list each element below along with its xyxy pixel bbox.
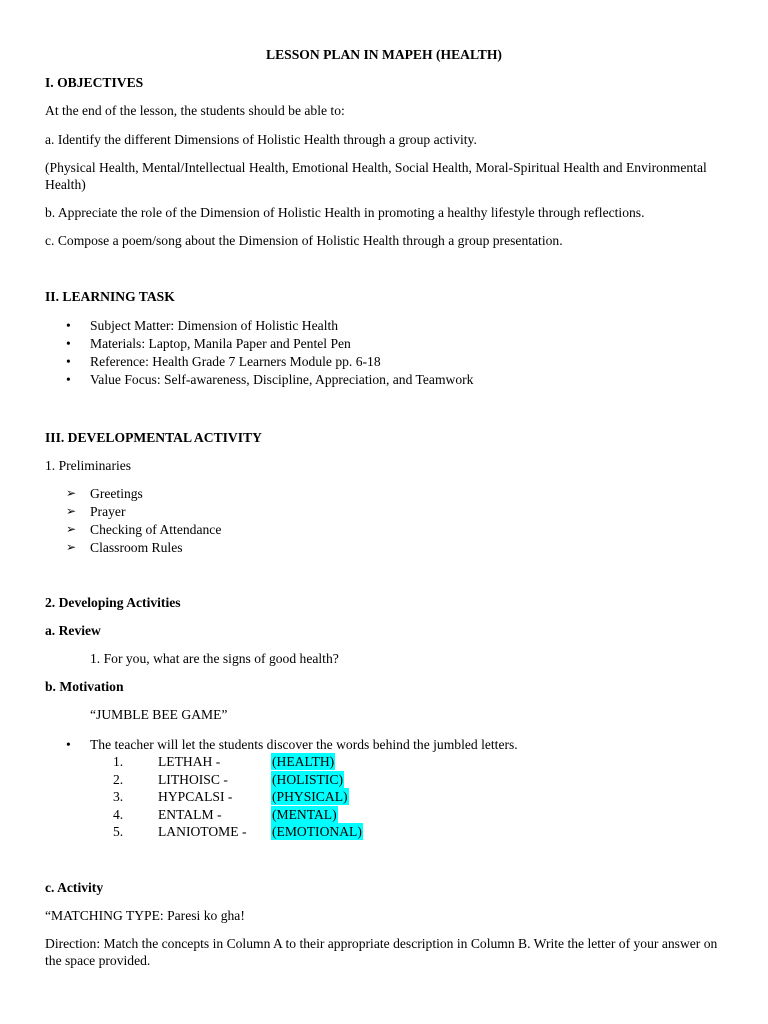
jumbled-row: 4. ENTALM - (MENTAL) — [113, 806, 337, 822]
preliminaries-heading: 1. Preliminaries — [45, 458, 132, 473]
arrow-bullet-icon: ➢ — [66, 504, 77, 518]
objective-a-dimensions: (Physical Health, Mental/Intellectual Health, Emotional Health, Social Health, Moral-Spiritual Health and Environmental Health) — [45, 160, 707, 192]
learning-task-heading: II. LEARNING TASK — [45, 289, 175, 304]
review-question: 1. For you, what are the signs of good health? — [90, 651, 339, 666]
objectives-intro: At the end of the lesson, the students should be able to: — [45, 103, 345, 118]
bullet-icon: • — [66, 354, 71, 369]
activity-heading: c. Activity — [45, 880, 104, 895]
objective-c: c. Compose a poem/song about the Dimension of Holistic Health through a group presentation. — [45, 233, 563, 248]
bullet-icon: • — [66, 372, 71, 387]
bullet-icon: • — [66, 318, 71, 333]
arrow-bullet-icon: ➢ — [66, 522, 77, 536]
arrow-bullet-icon: ➢ — [66, 486, 77, 500]
game-instruction-item: • The teacher will let the students discover the words behind the jumbled letters. — [66, 737, 518, 752]
jumbled-row: 3. HYPCALSI - (PHYSICAL) — [113, 789, 348, 804]
page-title: LESSON PLAN IN MAPEH (HEALTH) — [266, 47, 502, 62]
jumbled-row: 2. LITHOISC - (HOLISTIC) — [113, 771, 343, 787]
game-title: “JUMBLE BEE GAME” — [90, 707, 228, 722]
objective-a: a. Identify the different Dimensions of Holistic Health through a group activity. — [45, 132, 477, 147]
highlighted-answer: (HEALTH) — [272, 754, 335, 769]
bullet-icon: • — [66, 737, 71, 752]
matching-title: “MATCHING TYPE: Paresi ko gha! — [45, 908, 245, 923]
bullet-icon: • — [66, 336, 71, 351]
objective-b: b. Appreciate the role of the Dimension of Holistic Health in promoting a healthy lifestyle through reflections. — [45, 205, 645, 220]
developmental-heading: III. DEVELOPMENTAL ACTIVITY — [45, 430, 262, 445]
jumbled-words-list — [0, 753, 768, 843]
highlighted-answer: (MENTAL) — [272, 806, 337, 822]
arrow-bullet-icon: ➢ — [66, 540, 77, 554]
review-heading: a. Review — [45, 623, 101, 638]
jumbled-row: 1. LETHAH - (HEALTH) — [113, 754, 335, 769]
highlighted-answer: (HOLISTIC) — [272, 771, 343, 787]
learning-task-list: • Subject Matter: Dimension of Holistic Health • Materials: Laptop, Manila Paper and Pentel Pen • Reference: Health Grade 7 Learners Module pp. 6-18 • Value Focus: Self-awareness, Discipline, Appreciation, and Teamwork — [66, 318, 474, 387]
matching-direction: Direction: Match the concepts in Column A to their appropriate description in Column B. Write the letter of your answer on the space provided. — [45, 936, 718, 968]
highlighted-answer: (EMOTIONAL) — [272, 824, 362, 839]
preliminaries-list: ➢ Greetings ➢ Prayer ➢ Checking of Attendance ➢ Classroom Rules — [66, 486, 222, 555]
jumbled-row: 5. LANIOTOME - (EMOTIONAL) — [113, 824, 362, 839]
objectives-heading: I. OBJECTIVES — [45, 75, 144, 90]
highlighted-answer: (PHYSICAL) — [272, 789, 348, 804]
motivation-heading: b. Motivation — [45, 679, 124, 694]
developing-activities-heading: 2. Developing Activities — [45, 595, 181, 610]
